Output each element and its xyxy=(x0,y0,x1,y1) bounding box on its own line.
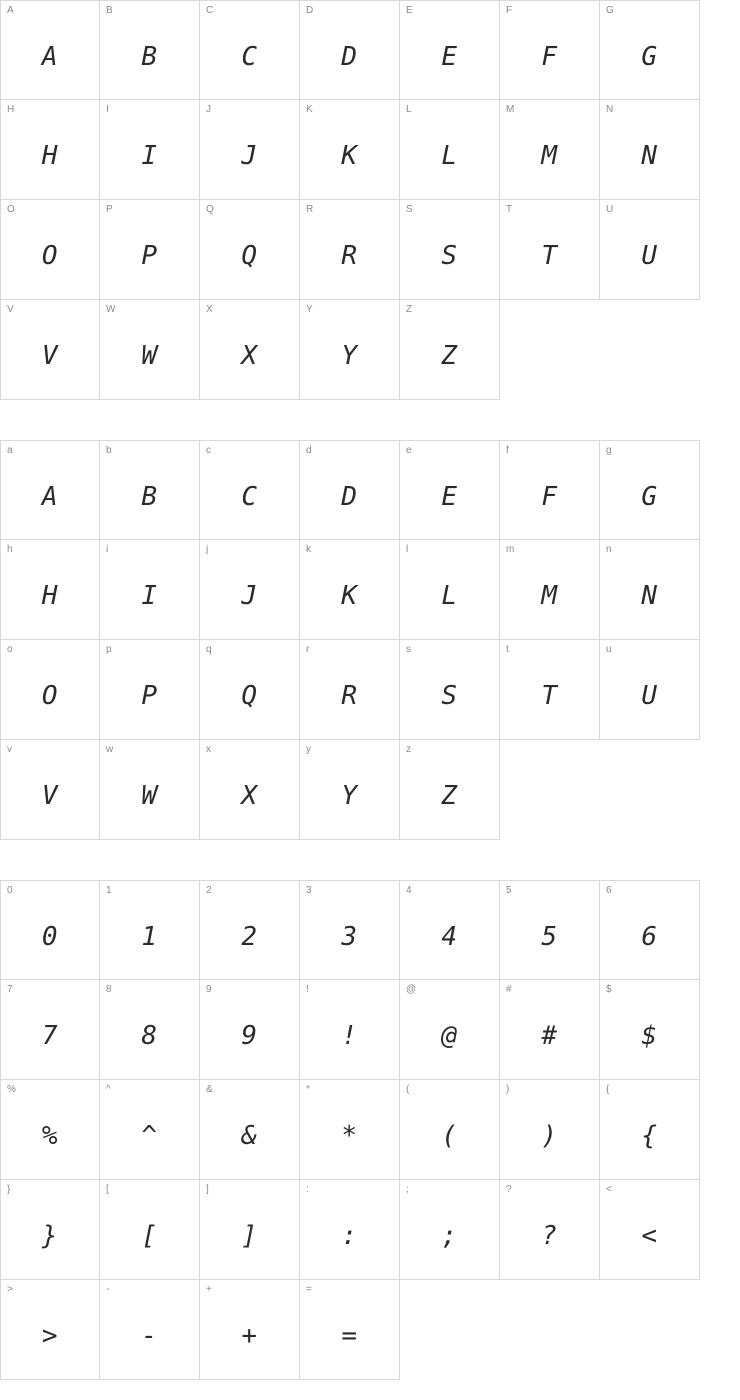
glyph-cell-preview: T xyxy=(541,681,558,711)
glyph-cell[interactable] xyxy=(200,640,300,740)
glyph-cell[interactable] xyxy=(300,1180,400,1280)
glyph-cell[interactable] xyxy=(400,0,500,100)
glyph-cell[interactable] xyxy=(400,540,500,640)
glyph-cell-label: m xyxy=(506,544,515,555)
glyph-cell[interactable] xyxy=(400,1180,500,1280)
glyph-cell[interactable] xyxy=(200,0,300,100)
glyph-cell-preview: Z xyxy=(441,781,458,811)
glyph-cell-preview: Q xyxy=(241,241,258,271)
glyph-cell[interactable] xyxy=(500,640,600,740)
glyph-cell[interactable] xyxy=(300,540,400,640)
glyph-cell-preview: $ xyxy=(641,1021,658,1051)
glyph-cell-label: = xyxy=(306,1284,312,1295)
glyph-cell[interactable] xyxy=(100,740,200,840)
glyph-cell[interactable] xyxy=(300,300,400,400)
glyph-cell-preview: F xyxy=(541,482,558,512)
glyph-cell-preview: U xyxy=(641,241,658,271)
glyph-cell-preview: U xyxy=(641,681,658,711)
glyph-cell[interactable] xyxy=(500,880,600,980)
glyph-cell-preview: H xyxy=(41,141,59,171)
glyph-cell-preview: 3 xyxy=(341,922,358,952)
glyph-cell-label: r xyxy=(306,644,310,655)
glyph-cell[interactable] xyxy=(200,740,300,840)
glyph-cell-preview: V xyxy=(41,781,59,811)
glyph-cell-label: 2 xyxy=(206,885,212,896)
glyph-cell[interactable] xyxy=(100,640,200,740)
glyph-cell-label: - xyxy=(106,1284,110,1295)
glyph-cell[interactable] xyxy=(600,980,700,1080)
glyph-cell[interactable] xyxy=(400,880,500,980)
glyph-cell[interactable] xyxy=(600,540,700,640)
glyph-cell-preview: ) xyxy=(541,1121,558,1151)
glyph-cell[interactable] xyxy=(200,540,300,640)
glyph-cell[interactable] xyxy=(600,880,700,980)
glyph-cell-preview: 1 xyxy=(141,922,158,952)
glyph-block-uppercase xyxy=(0,0,700,400)
glyph-cell-label: D xyxy=(306,5,314,16)
glyph-cell-label: : xyxy=(306,1184,309,1195)
glyph-cell-preview: F xyxy=(541,42,558,72)
glyph-cell-label: R xyxy=(306,204,314,215)
glyph-cell-preview: Q xyxy=(241,681,258,711)
glyph-cell-preview: ? xyxy=(541,1221,558,1251)
glyph-cell-preview: [ xyxy=(141,1221,158,1251)
glyph-cell-preview: H xyxy=(41,581,59,611)
glyph-cell[interactable] xyxy=(0,100,100,200)
glyph-cell-label: v xyxy=(7,744,12,755)
glyph-cell[interactable] xyxy=(0,1080,100,1180)
glyph-cell[interactable] xyxy=(0,980,100,1080)
glyph-cell-label: U xyxy=(606,204,614,215)
glyph-cell[interactable] xyxy=(600,100,700,200)
glyph-cell[interactable] xyxy=(600,200,700,300)
glyph-block-numerals-and-symbols xyxy=(0,880,700,1380)
glyph-cell[interactable] xyxy=(500,200,600,300)
glyph-cell-label: @ xyxy=(406,984,417,995)
glyph-cell[interactable] xyxy=(500,1180,600,1280)
glyph-cell[interactable] xyxy=(0,740,100,840)
glyph-cell-label: & xyxy=(206,1084,213,1095)
glyph-cell-label: { xyxy=(606,1084,610,1095)
glyph-cell-label: S xyxy=(406,204,413,215)
glyph-cell-preview: W xyxy=(141,781,158,811)
glyph-cell-label: Y xyxy=(306,304,313,315)
glyph-cell[interactable] xyxy=(200,1280,300,1380)
glyph-cell[interactable] xyxy=(400,740,500,840)
glyph-cell-label: B xyxy=(106,5,113,16)
glyph-cell-label: ) xyxy=(506,1084,510,1095)
glyph-cell-label: f xyxy=(506,445,509,456)
glyph-cell-label: c xyxy=(206,445,211,456)
glyph-cell-preview: ( xyxy=(441,1121,458,1151)
glyph-cell-preview: I xyxy=(141,581,158,611)
glyph-cell[interactable] xyxy=(0,540,100,640)
glyph-cell-label: Q xyxy=(206,204,214,215)
glyph-cell-preview: = xyxy=(341,1321,358,1351)
glyph-cell-preview: B xyxy=(141,42,158,72)
glyph-cell-preview: E xyxy=(441,482,458,512)
glyph-cell-label: + xyxy=(206,1284,212,1295)
glyph-cell-label: ( xyxy=(406,1084,410,1095)
glyph-cell-preview: E xyxy=(441,42,458,72)
glyph-cell-preview: 6 xyxy=(641,922,658,952)
glyph-cell-label: 0 xyxy=(7,885,13,896)
glyph-cell[interactable] xyxy=(300,0,400,100)
glyph-cell-label: $ xyxy=(606,984,612,995)
glyph-cell-label: x xyxy=(206,744,211,755)
glyph-cell-preview: T xyxy=(541,241,558,271)
glyph-cell[interactable] xyxy=(100,540,200,640)
glyph-cell-label: G xyxy=(606,5,614,16)
glyph-cell-preview: X xyxy=(241,781,258,811)
glyph-cell-label: n xyxy=(606,544,612,555)
glyph-cell-label: P xyxy=(106,204,113,215)
glyph-cell-label: w xyxy=(106,744,114,755)
glyph-cell-label: ^ xyxy=(106,1084,111,1095)
glyph-cell-label: y xyxy=(306,744,311,755)
glyph-cell-label: l xyxy=(406,544,409,555)
glyph-cell-preview: V xyxy=(41,341,59,371)
glyph-cell-preview: 7 xyxy=(41,1021,59,1051)
glyph-cell-label: s xyxy=(406,644,411,655)
glyph-cell-preview: ; xyxy=(441,1221,458,1251)
glyph-cell-label: < xyxy=(606,1184,612,1195)
glyph-cell-preview: 5 xyxy=(541,922,558,952)
glyph-cell[interactable] xyxy=(500,980,600,1080)
glyph-cell-preview: * xyxy=(341,1121,358,1151)
glyph-cell[interactable] xyxy=(0,640,100,740)
glyph-cell[interactable] xyxy=(600,1080,700,1180)
glyph-cell-label: L xyxy=(406,104,412,115)
glyph-cell-preview: 4 xyxy=(441,922,458,952)
glyph-cell-label: K xyxy=(306,104,313,115)
glyph-block-lowercase xyxy=(0,440,700,840)
glyph-cell[interactable] xyxy=(400,1080,500,1180)
glyph-cell-preview: Y xyxy=(341,341,358,371)
glyph-cell[interactable] xyxy=(0,1180,100,1280)
glyph-cell-preview: M xyxy=(541,141,558,171)
glyph-cell[interactable] xyxy=(400,300,500,400)
glyph-cell[interactable] xyxy=(300,100,400,200)
glyph-cell-label: * xyxy=(306,1084,310,1095)
glyph-cell-preview: Z xyxy=(441,341,458,371)
glyph-cell-preview: J xyxy=(241,581,258,611)
glyph-cell-label: % xyxy=(7,1084,16,1095)
glyph-cell-preview: ! xyxy=(341,1021,358,1051)
glyph-cell[interactable] xyxy=(200,980,300,1080)
glyph-cell-preview: 0 xyxy=(41,922,59,952)
glyph-cell-label: 5 xyxy=(506,885,512,896)
glyph-cell-label: ! xyxy=(306,984,309,995)
glyph-cell-label: 1 xyxy=(106,885,112,896)
glyph-cell-preview: S xyxy=(441,241,458,271)
glyph-cell[interactable] xyxy=(100,1080,200,1180)
glyph-cell-preview: P xyxy=(141,681,158,711)
glyph-cell-preview: 9 xyxy=(241,1021,258,1051)
glyph-cell-preview: D xyxy=(341,482,358,512)
glyph-cell-preview: & xyxy=(241,1121,258,1151)
glyph-cell-preview: } xyxy=(41,1221,59,1251)
glyph-cell-label: T xyxy=(506,204,513,215)
glyph-cell[interactable] xyxy=(200,300,300,400)
glyph-cell-label: ? xyxy=(506,1184,512,1195)
glyph-cell-label: V xyxy=(7,304,14,315)
glyph-cell[interactable] xyxy=(0,300,100,400)
glyph-cell-label: X xyxy=(206,304,213,315)
glyph-cell[interactable] xyxy=(300,880,400,980)
glyph-cell-label: Z xyxy=(406,304,413,315)
glyph-cell-label: 6 xyxy=(606,885,612,896)
glyph-cell-label: d xyxy=(306,445,312,456)
glyph-cell[interactable] xyxy=(400,100,500,200)
glyph-cell[interactable] xyxy=(0,1280,100,1380)
glyph-cell-label: k xyxy=(306,544,311,555)
glyph-cell-preview: N xyxy=(641,141,658,171)
glyph-cell-label: ; xyxy=(406,1184,409,1195)
glyph-cell[interactable] xyxy=(200,1080,300,1180)
glyph-cell[interactable] xyxy=(300,1280,400,1380)
glyph-cell[interactable] xyxy=(200,200,300,300)
glyph-cell[interactable] xyxy=(600,1180,700,1280)
glyph-cell[interactable] xyxy=(500,1080,600,1180)
glyph-cell[interactable] xyxy=(200,1180,300,1280)
glyph-cell-label: ] xyxy=(206,1184,209,1195)
glyph-cell-preview: ] xyxy=(241,1221,258,1251)
glyph-cell[interactable] xyxy=(0,0,100,100)
glyph-cell-preview: L xyxy=(441,581,458,611)
glyph-cell-preview: W xyxy=(141,341,158,371)
glyph-cell-preview: S xyxy=(441,681,458,711)
glyph-cell[interactable] xyxy=(500,440,600,540)
glyph-cell[interactable] xyxy=(200,100,300,200)
glyph-cell[interactable] xyxy=(300,980,400,1080)
glyph-cell[interactable] xyxy=(500,100,600,200)
glyph-cell[interactable] xyxy=(100,440,200,540)
glyph-cell-preview: G xyxy=(641,482,658,512)
glyph-cell[interactable] xyxy=(500,0,600,100)
glyph-cell[interactable] xyxy=(600,640,700,740)
glyph-cell-label: N xyxy=(606,104,614,115)
glyph-cell[interactable] xyxy=(200,880,300,980)
glyph-cell-label: M xyxy=(506,104,515,115)
glyph-cell-label: i xyxy=(106,544,109,555)
glyph-cell-preview: - xyxy=(141,1321,158,1351)
glyph-cell-preview: Y xyxy=(341,781,358,811)
glyph-cell-preview: C xyxy=(241,482,258,512)
glyph-cell-preview: O xyxy=(41,241,59,271)
glyph-cell-label: [ xyxy=(106,1184,109,1195)
glyph-cell-label: A xyxy=(7,5,14,16)
glyph-cell[interactable] xyxy=(300,1080,400,1180)
glyph-cell-preview: L xyxy=(441,141,458,171)
glyph-cell-preview: O xyxy=(41,681,59,711)
glyph-cell-preview: D xyxy=(341,42,358,72)
glyph-cell-preview: ^ xyxy=(141,1121,158,1151)
glyph-cell-preview: K xyxy=(341,581,358,611)
glyph-cell-preview: B xyxy=(141,482,158,512)
glyph-cell-preview: R xyxy=(341,681,358,711)
glyph-cell-preview: C xyxy=(241,42,258,72)
glyph-cell[interactable] xyxy=(300,440,400,540)
glyph-cell-label: J xyxy=(206,104,211,115)
glyph-cell[interactable] xyxy=(100,200,200,300)
glyph-cell-preview: A xyxy=(41,42,59,72)
glyph-cell-label: H xyxy=(7,104,15,115)
glyph-cell-label: F xyxy=(506,5,513,16)
glyph-cell-label: j xyxy=(206,544,209,555)
glyph-cell-label: 9 xyxy=(206,984,212,995)
glyph-cell[interactable] xyxy=(100,1180,200,1280)
glyph-cell-label: I xyxy=(106,104,109,115)
glyph-cell[interactable] xyxy=(300,200,400,300)
glyph-cell-preview: : xyxy=(341,1221,358,1251)
glyph-cell[interactable] xyxy=(100,1280,200,1380)
glyph-cell[interactable] xyxy=(100,300,200,400)
glyph-cell-label: > xyxy=(7,1284,13,1295)
glyph-cell-label: 3 xyxy=(306,885,312,896)
glyph-cell-preview: # xyxy=(541,1021,558,1051)
glyph-cell[interactable] xyxy=(200,440,300,540)
glyph-cell-label: t xyxy=(506,644,509,655)
glyph-cell[interactable] xyxy=(100,0,200,100)
glyph-cell-label: 4 xyxy=(406,885,412,896)
glyph-cell-preview: J xyxy=(241,141,258,171)
glyph-cell[interactable] xyxy=(400,440,500,540)
glyph-cell[interactable] xyxy=(400,200,500,300)
glyph-cell[interactable] xyxy=(500,540,600,640)
block-separator xyxy=(0,840,740,880)
glyph-cell-label: u xyxy=(606,644,612,655)
glyph-cell[interactable] xyxy=(100,980,200,1080)
glyph-cell[interactable] xyxy=(100,880,200,980)
glyph-cell[interactable] xyxy=(0,200,100,300)
glyph-cell[interactable] xyxy=(400,640,500,740)
glyph-cell-preview: 2 xyxy=(241,922,258,952)
glyph-cell-preview: N xyxy=(641,581,658,611)
glyph-cell-label: g xyxy=(606,445,612,456)
block-separator xyxy=(0,400,740,440)
glyph-cell-preview: { xyxy=(641,1121,658,1151)
glyph-cell[interactable] xyxy=(0,440,100,540)
glyph-cell-label: z xyxy=(406,744,411,755)
glyph-cell-label: O xyxy=(7,204,15,215)
glyph-cell-preview: % xyxy=(41,1121,59,1151)
glyph-cell-label: W xyxy=(106,304,116,315)
glyph-cell-label: q xyxy=(206,644,212,655)
glyph-cell-label: # xyxy=(506,984,512,995)
glyph-cell[interactable] xyxy=(300,740,400,840)
glyph-cell-label: h xyxy=(7,544,13,555)
glyph-cell-preview: I xyxy=(141,141,158,171)
glyph-cell-preview: 8 xyxy=(141,1021,158,1051)
glyph-cell[interactable] xyxy=(300,640,400,740)
glyph-cell-preview: < xyxy=(641,1221,658,1251)
glyph-cell-preview: R xyxy=(341,241,358,271)
glyph-cell-preview: A xyxy=(41,482,59,512)
glyph-cell-label: C xyxy=(206,5,214,16)
glyph-cell-preview: @ xyxy=(441,1021,458,1051)
glyph-cell-label: } xyxy=(7,1184,11,1195)
glyph-cell-label: o xyxy=(7,644,13,655)
glyph-cell-label: E xyxy=(406,5,413,16)
glyph-cell[interactable] xyxy=(100,100,200,200)
glyph-cell-label: a xyxy=(7,445,13,456)
glyph-cell[interactable] xyxy=(400,980,500,1080)
glyph-cell-preview: G xyxy=(641,42,658,72)
glyph-cell[interactable] xyxy=(600,0,700,100)
glyph-cell-preview: X xyxy=(241,341,258,371)
glyph-cell-preview: P xyxy=(141,241,158,271)
glyph-cell-label: 8 xyxy=(106,984,112,995)
glyph-cell-label: b xyxy=(106,445,112,456)
glyph-cell-preview: M xyxy=(541,581,558,611)
glyph-cell[interactable] xyxy=(0,880,100,980)
glyph-cell-label: p xyxy=(106,644,112,655)
glyph-cell-preview: K xyxy=(341,141,358,171)
glyph-cell-preview: + xyxy=(241,1321,258,1351)
glyph-cell[interactable] xyxy=(600,440,700,540)
glyph-cell-preview: > xyxy=(41,1321,59,1351)
glyph-cell-label: 7 xyxy=(7,984,13,995)
glyph-cell-label: e xyxy=(406,445,412,456)
